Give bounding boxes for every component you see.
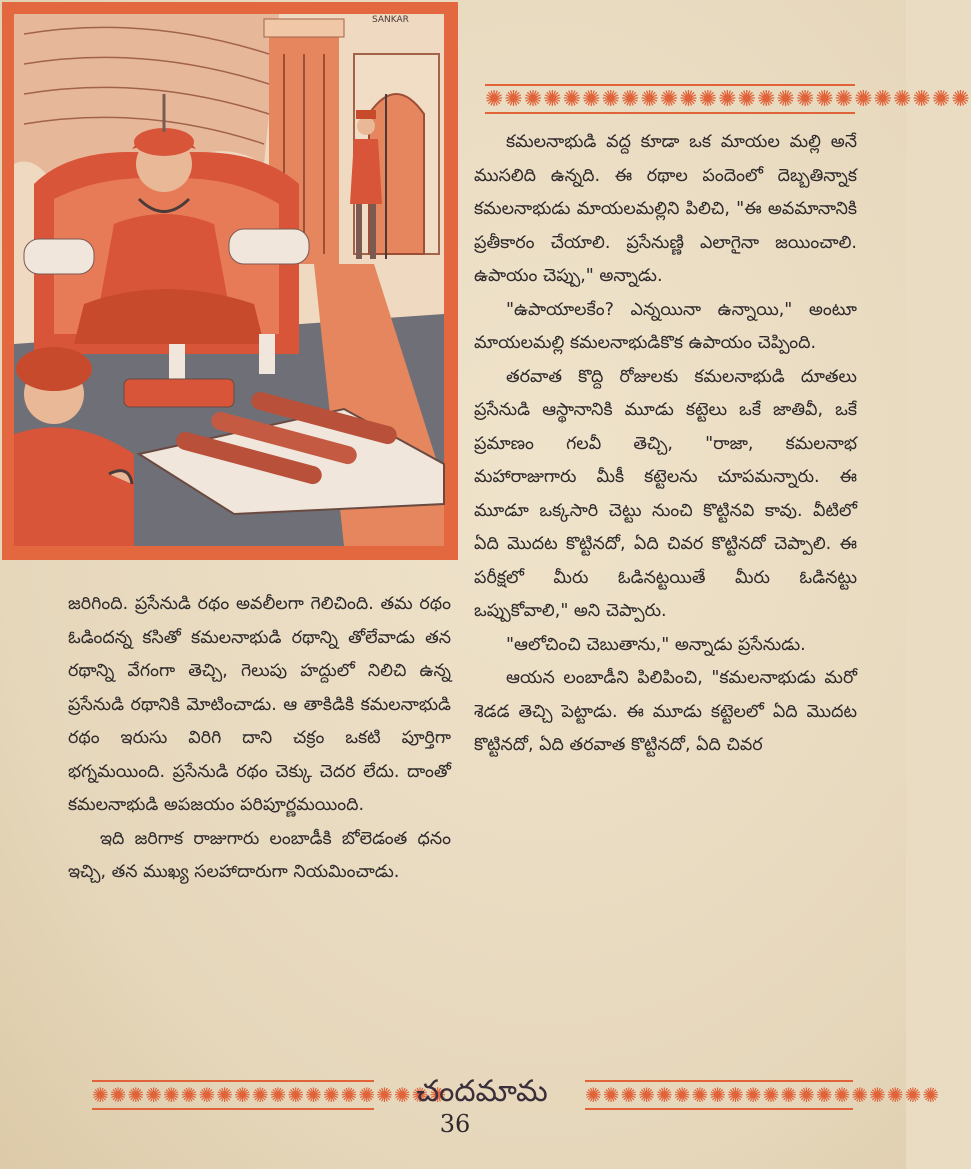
right-text-column	[474, 126, 857, 763]
magazine-masthead: చందమామ	[416, 1074, 548, 1109]
story-illustration	[2, 2, 458, 560]
ornamental-border-bottom-right: ✺✺✺✺✺✺✺✺✺✺✺✺✺✺✺✺✺✺✺✺	[585, 1080, 853, 1110]
paragraph: జరిగింది. ప్రసేనుడి రథం అవలీలగా గెలిచింది. తమ రథం ఓడిందన్న కసితో కమలనాభుడి రథాన్ని తోలేవాడు తన రథాన్ని వేగంగా తెచ్చి, గెలుపు హద్దులో నిలిచి ఉన్న ప్రసేనుడి రథానికి మోటించాడు. ఆ తాకిడికి కమలనాభుడి రథం ఇరుసు విరిగి దాని చక్రం ఒకటి పూర్తిగా భగ్నమయింది. ప్రసేనుడి రథం చెక్కు చెదర లేదు. దాంతో కమలనాభుడి అపజయం పరిపూర్ణమయింది.	[68, 594, 451, 815]
paragraph: కమలనాభుడి వద్ద కూడా ఒక మాయల మల్లి అనే ముసలిది ఉన్నది. ఈ రథాల పందెంలో దెబ్బతిన్నాక కమలనాభుడు మాయలమల్లిని పిలిచి, "ఈ అవమానానికి ప్రతీకారం చేయాలి. ప్రసేనుణ్ణి ఎలాగైనా జయించాలి. ఉపాయం చెప్పు," అన్నాడు.	[474, 132, 857, 286]
paragraph: తరవాత కొద్ది రోజులకు కమలనాభుడి దూతలు ప్రసేనుడి ఆస్థానానికి మూడు కట్టెలు ఒకే జాతివీ, ఒకే ప్రమాణం గలవీ తెచ్చి, "రాజా, కమలనాభ మహారాజుగారు మీకీ కట్టెలను చూపమన్నారు. ఈ మూడూ ఒక్కసారి చెట్టు నుంచి కొట్టినవి కావు. వీటిలో ఏది మొదట కొట్టినదో, ఏది చివర కొట్టినదో చెప్పాలి. ఈ పరీక్షలో మీరు ఓడినట్టయితే మీరు ఓడినట్టు ఒప్పుకోవాలి," అని చెప్పారు.	[474, 366, 857, 621]
ornamental-border-top: ✺✺✺✺✺✺✺✺✺✺✺✺✺✺✺✺✺✺✺✺✺✺✺✺✺	[485, 84, 855, 114]
ornamental-border-bottom-left: ✺✺✺✺✺✺✺✺✺✺✺✺✺✺✺✺✺✺✺✺	[92, 1080, 374, 1110]
artist-signature: SANKAR	[372, 15, 409, 25]
paragraph: ఆయన లంబాడీని పిలిపించి, "కమలనాభుడు మరో శెడడ తెచ్చి పెట్టాడు. ఈ మూడు కట్టెలలో ఏది మొదట కొట్టినదో, ఏది తరవాత కొట్టినదో, ఏది చివర	[474, 668, 857, 755]
king-court-illustration	[14, 14, 444, 546]
page-number: 36	[439, 1110, 471, 1138]
paragraph: ఇది జరిగాక రాజుగారు లంబాడీకి బోలెడంత ధనం ఇచ్చి, తన ముఖ్య సలహాదారుగా నియమించాడు.	[68, 828, 451, 882]
paragraph: "ఆలోచించి చెబుతాను," అన్నాడు ప్రసేనుడు.	[506, 634, 806, 655]
paragraph: "ఉపాయాలకేం? ఎన్నయినా ఉన్నాయి," అంటూ మాయలమల్లి కమలనాభుడికొక ఉపాయం చెప్పింది.	[474, 299, 857, 353]
left-text-column	[68, 588, 451, 890]
